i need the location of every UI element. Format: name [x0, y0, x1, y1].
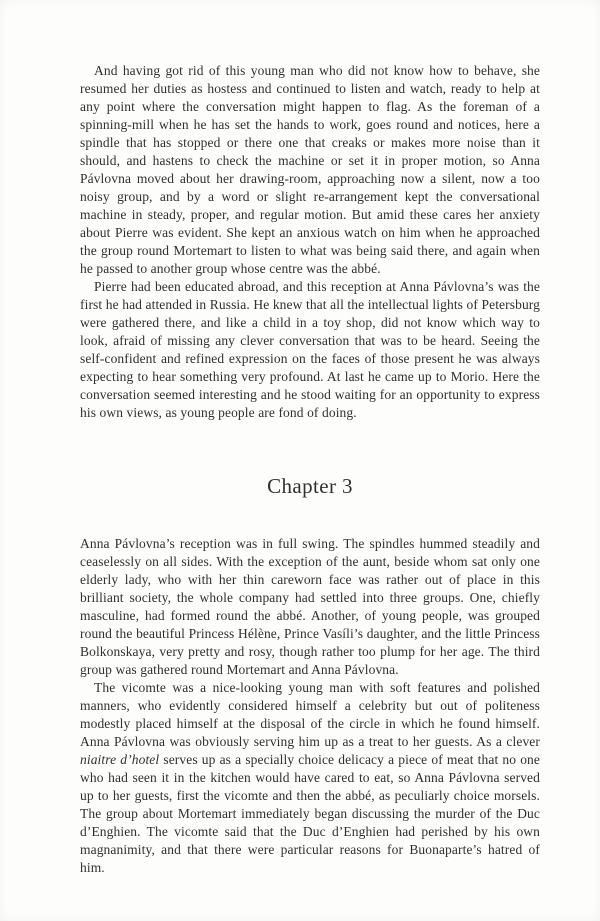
italic-phrase: niaitre d’hotel	[80, 752, 160, 767]
text-segment: The vicomte was a nice-looking young man with soft features and polished manners, who evidently considered himself a celebrity but out of politeness modestly placed himself at the disposal of the circle in which he found himself. Anna Pávlovna was obviously serving him up as a treat to her guests. As a clever	[80, 680, 540, 749]
paragraph	[80, 535, 540, 679]
page-text-section-2	[80, 535, 540, 877]
page-text-section-1	[80, 62, 540, 422]
paragraph	[80, 278, 540, 422]
text-segment: serves up as a specially choice delicacy a piece of meat that no one who had seen it in the kitchen would have cared to eat, so Anna Pávlovna served up to her guests, first the vicomte and then the abbé, as peculiarly choice morsels. The group about Mortemart immediately began discussing the murder of the Duc d’Enghien. The vicomte said that the Duc d’Enghien had perished by his own magnanimity, and that there were particular reasons for Buonaparte’s hatred of him.	[80, 752, 540, 875]
paragraph	[80, 679, 540, 877]
text-segment: Anna Pávlovna’s reception was in full swing. The spindles hummed steadily and ceaselessly on all sides. With the exception of the aunt, beside whom sat only one elderly lady, who with her thin careworn face was rather out of place in this brilliant society, the whole company had settled into three groups. One, chiefly masculine, had formed round the abbé. Another, of young people, was grouped round the beautiful Princess Hélène, Prince Vasíli’s daughter, and the little Princess Bolkonskaya, very pretty and rosy, though rather too plump for her age. The third group was gathered round Mortemart and Anna Pávlovna.	[80, 536, 540, 677]
chapter-heading: Chapter 3	[267, 474, 353, 498]
text-segment: And having got rid of this young man who did not know how to behave, she resumed her duties as hostess and continued to listen and watch, ready to help at any point where the conversation might happen to flag. As the foreman of a spinning-mill when he has set the hands to work, goes round and notices, here a spindle that has stopped or there one that creaks or makes more noise than it should, and hastens to check the machine or set it in proper motion, so Anna Pávlovna moved about her drawing-room, approaching now a silent, now a too noisy group, and by a word or slight re-arrangement kept the conversational machine in steady, proper, and regular motion. But amid these cares her anxiety about Pierre was evident. She kept an anxious watch on him when he approached the group round Mortemart to listen to what was being said there, and again when he passed to another group whose centre was the abbé.	[80, 63, 540, 276]
text-segment: Pierre had been educated abroad, and this reception at Anna Pávlovna’s was the first he had attended in Russia. He knew that all the intellectual lights of Petersburg were gathered there, and like a child in a toy shop, did not know which way to look, afraid of missing any clever conversation that was to be heard. Seeing the self-confident and refined expression on the faces of those present he was always expecting to hear something very profound. At last he came up to Morio. Here the conversation seemed interesting and he stood waiting for an opportunity to express his own views, as young people are fond of doing.	[80, 279, 540, 420]
paragraph	[80, 62, 540, 278]
